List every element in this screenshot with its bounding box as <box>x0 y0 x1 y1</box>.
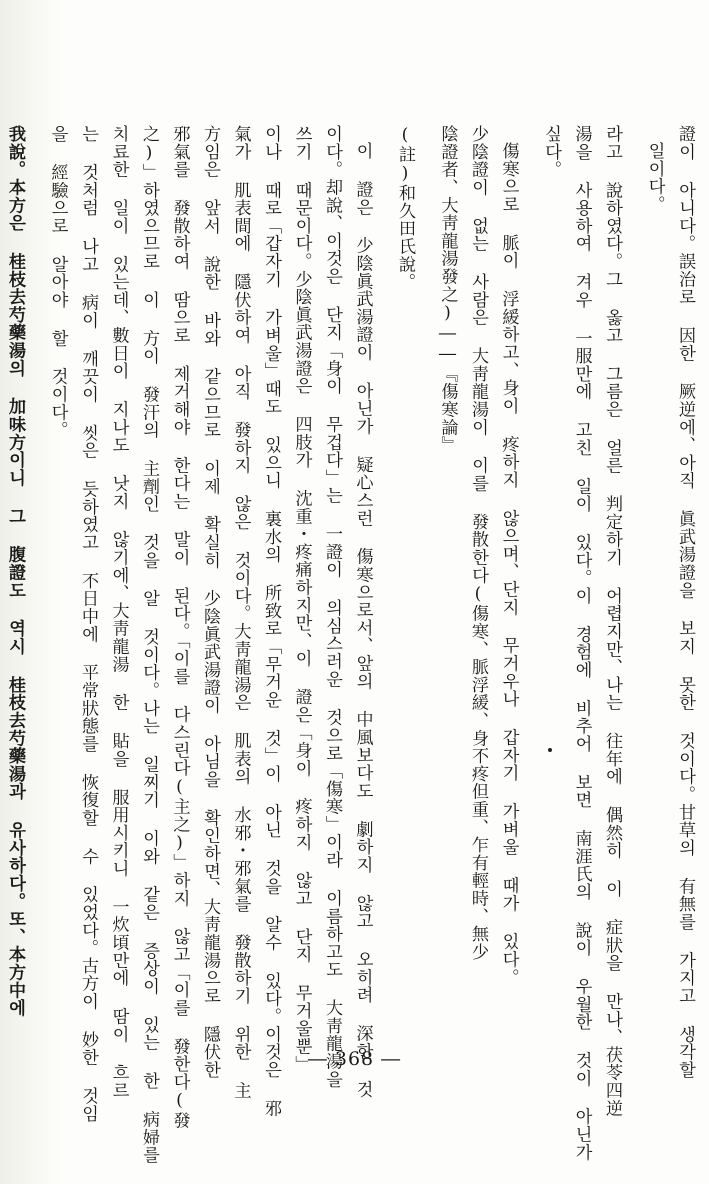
text-line: 我說。本方은 桂枝去芍藥湯의 加味方이니 그 腹證도 역시 桂枝去芍藥湯과 유사하다。또、本方中에 <box>5 125 25 1017</box>
text-line: 는 것처럼 나고 病이 깨끗이 씻은 듯하였고 不日中에 平常狀態를 恢復할 수 있었다。古方이 妙한 것임 <box>78 125 98 1123</box>
text-line: (註)和久田氏說。 <box>395 125 415 291</box>
text-line: 이다。却說、이것은 단지「身이 무겁다」는 一證이 의심스러운 것으로「傷寒」이라 이름하고도 大靑龍湯을 <box>322 125 342 1088</box>
stray-dot-mark <box>548 748 552 752</box>
text-line: 陰證者、大靑龍湯發之)――『傷寒論』 <box>437 125 458 454</box>
text-line: 치료한 일이 있는데、數日이 지나도 낫지 않기에、大靑龍湯 한 貼을 服用시키니 一炊頃만에 땀이 흐르 <box>108 125 129 1100</box>
text-line: 일이다。 <box>644 142 665 214</box>
text-line: 邪氣를 發散하여 땀으로 제거해야 한다는 말이 된다。「이를 다스린다(主之)」하지 않고「이를 發한다(發 <box>169 125 190 1129</box>
text-line: 氣가 肌表間에 隱伏하여 아직 發하지 않은 것이다。大靑龍湯은 肌表의 水邪・邪氣를 發散하기 위한 主 <box>230 125 251 1100</box>
text-line: 傷寒으로 脈이 浮緩하고、身이 疼하지 않으며、단지 무거우나 갑자기 가벼울 때가 있다。 <box>498 142 519 986</box>
text-line: 이 證은 少陰眞武湯證이 아닌가 疑心스런 傷寒으로서、앞의 中風보다도 劇하지 않고 오히려 深한 것 <box>352 142 373 1099</box>
text-line: 라고 說하였다。그 옳고 그름은 얼른 判定하기 어렵지만、나는 往年에 偶然히 이 症狀을 만나、茯苓四逆 <box>602 125 622 1117</box>
text-line: 쓰기 때문이다。少陰眞武湯證은 四肢가 沈重・疼痛하지만、이 證은「身이 疼하지 않고 단지 무거울뿐」 <box>291 125 312 1073</box>
text-line: 이나 때로「갑자기 가벼울」때도 있으니 裏水의 所致로「무거운 것」이 아닌 것을 알수 있다。이것은 邪 <box>261 125 281 1117</box>
page-number: ― 368 ― <box>307 1048 402 1070</box>
text-line: 證이 아니다。誤治로 因한 厥逆에、아직 眞武湯證을 보지 못한 것이다。甘草의 有無를 가지고 생각할 <box>675 125 695 1079</box>
text-line: 方임은 앞서 說한 바와 같으므로 이제 확실히 少陰眞武湯證이 아님을 확인하면、大靑龍湯으로 隱伏한 <box>200 125 220 1079</box>
text-line: 싶다。 <box>541 125 561 179</box>
text-line: 을 經驗으로 알아야 할 것이다。 <box>47 125 68 439</box>
text-line: 少陰證이 없는 사람은 大靑龍湯이 이를 發散한다(傷寒、脈浮緩、身不疼但重、乍有輕時、無少 <box>468 125 488 961</box>
text-line: 湯을 사용하여 겨우 一服만에 고친 일이 있다。이 경험에 비추어 보면 南涯氏의 說이 우월한 것이 아닌가 <box>571 125 592 1161</box>
text-line: 之)」하였으므로 이 方이 發汗의 主劑인 것을 알 것이다。나는 일찌기 이와 같은 증상이 있는 한 病婦를 <box>139 125 159 1164</box>
